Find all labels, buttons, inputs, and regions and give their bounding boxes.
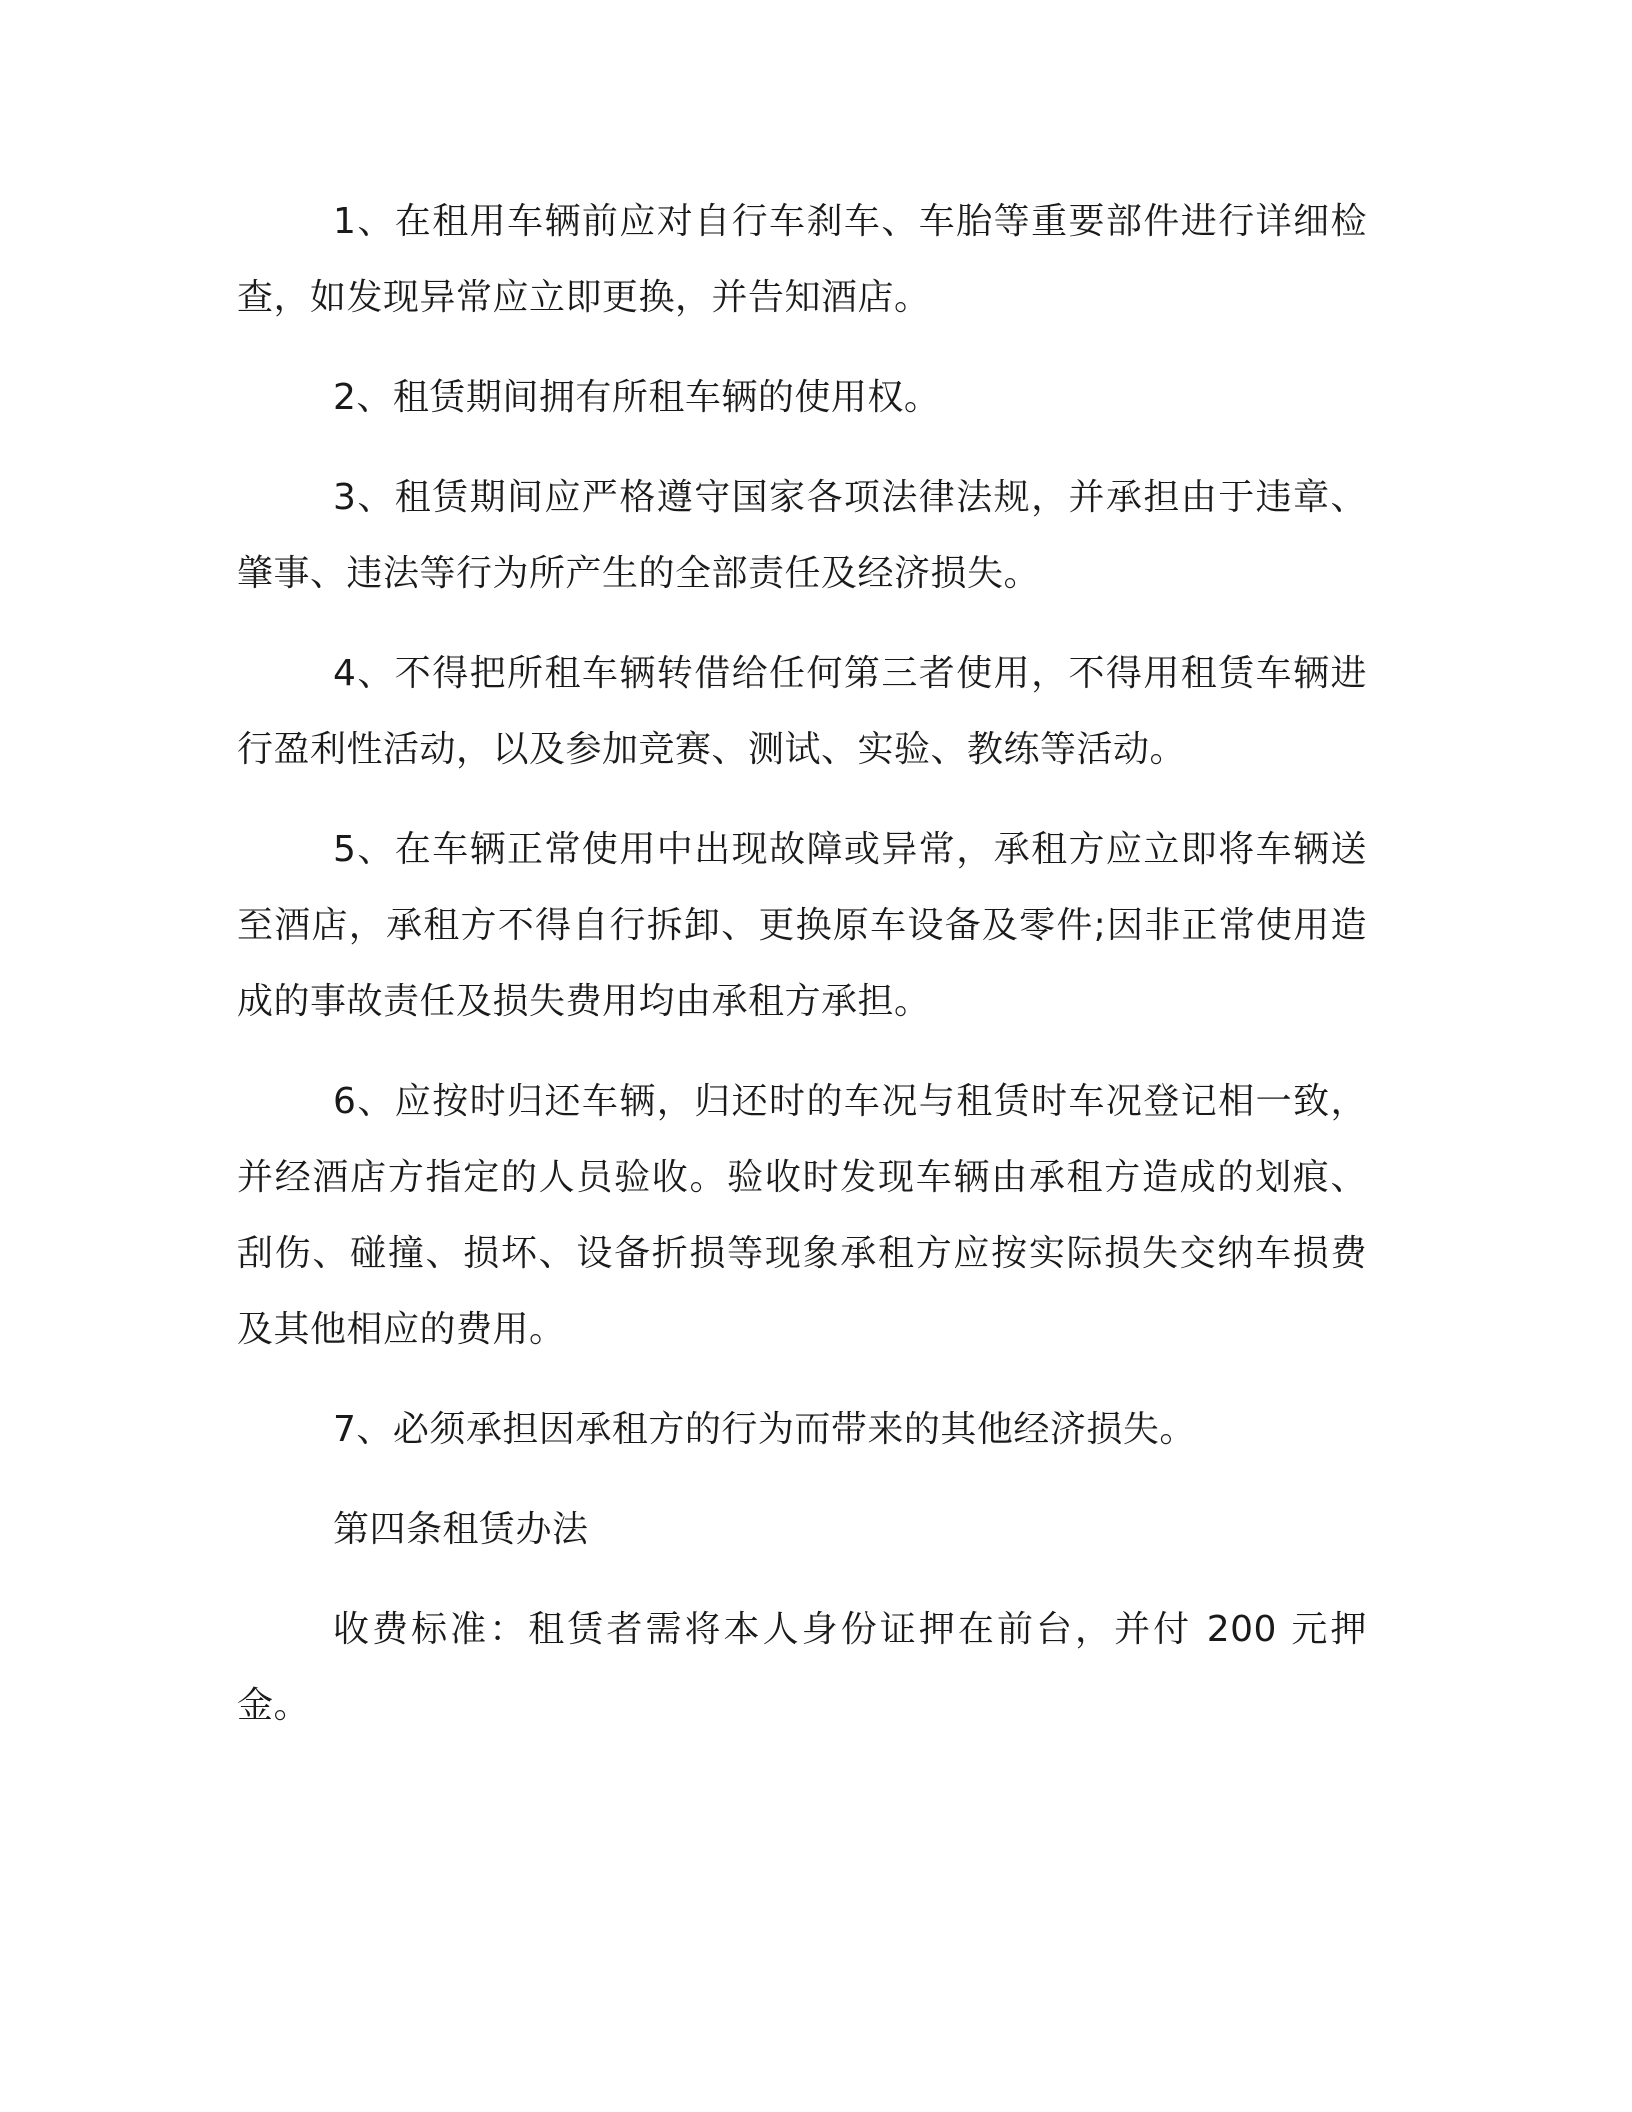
- fee-standard-paragraph: 收费标准：租赁者需将本人身份证押在前台，并付 200 元押金。: [237, 1609, 1367, 1726]
- paragraph-item-2: 2、租赁期间拥有所租车辆的使用权。: [333, 377, 941, 418]
- paragraph-item-3: 3、租赁期间应严格遵守国家各项法律法规，并承担由于违章、肇事、违法等行为所产生的全部责任及经济损失。: [237, 477, 1367, 594]
- paragraph-item-5: 5、在车辆正常使用中出现故障或异常，承租方应立即将车辆送至酒店，承租方不得自行拆卸、更换原车设备及零件;因非正常使用造成的事故责任及损失费用均由承租方承担。: [237, 829, 1367, 1022]
- section-heading: 第四条租赁办法: [333, 1509, 589, 1550]
- paragraph-item-6: 6、应按时归还车辆，归还时的车况与租赁时车况登记相一致，并经酒店方指定的人员验收。验收时发现车辆由承租方造成的划痕、刮伤、碰撞、损坏、设备折损等现象承租方应按实际损失交纳车损费及其他相应的费用。: [237, 1081, 1367, 1350]
- paragraph-item-4: 4、不得把所租车辆转借给任何第三者使用，不得用租赁车辆进行盈利性活动，以及参加竞赛、测试、实验、教练等活动。: [237, 653, 1367, 770]
- paragraph-item-1: 1、在租用车辆前应对自行车刹车、车胎等重要部件进行详细检查，如发现异常应立即更换，并告知酒店。: [237, 201, 1367, 318]
- document-body: [237, 184, 1367, 1744]
- paragraph-item-7: 7、必须承担因承租方的行为而带来的其他经济损失。: [333, 1409, 1196, 1450]
